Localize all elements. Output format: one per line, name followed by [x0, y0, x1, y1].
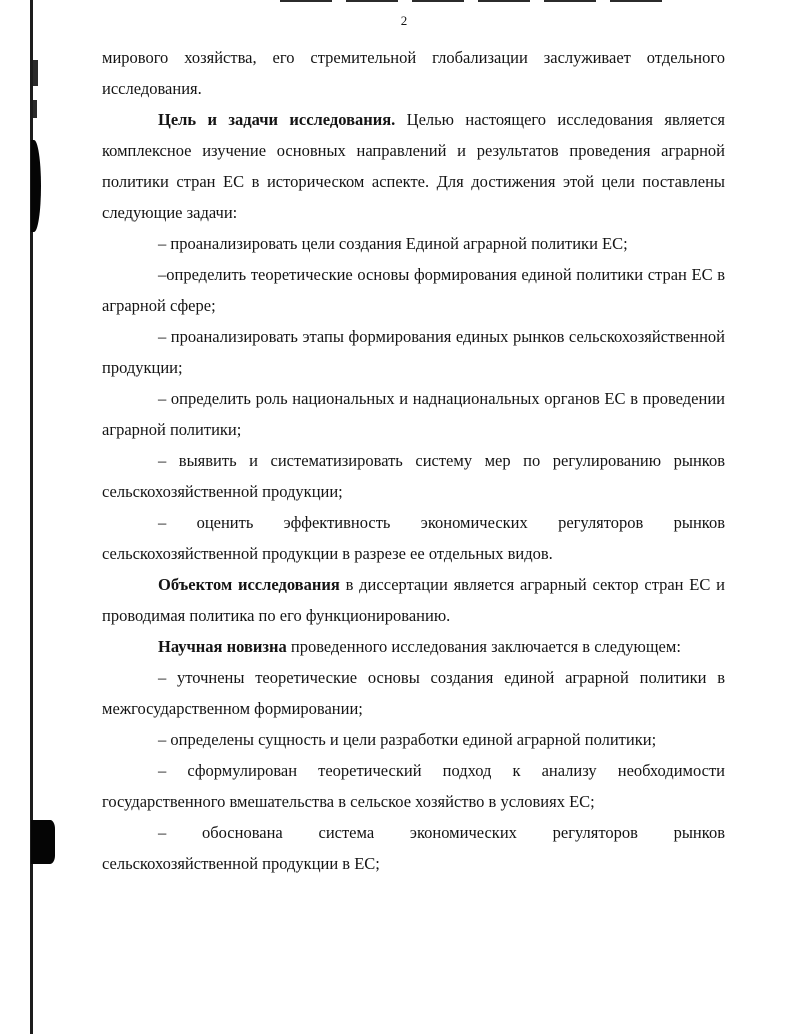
- novelty-item: – определены сущность и цели разработки единой аграрной политики;: [158, 730, 657, 749]
- goals-paragraph: [102, 104, 725, 228]
- novelty-item: – уточнены теоретические основы создания единой аграрной политики в межгосударственном формировании;: [102, 668, 725, 718]
- top-rule: [280, 0, 672, 2]
- scan-blot: [31, 140, 41, 232]
- scan-blot: [31, 820, 55, 864]
- task-item: – выявить и систематизировать систему мер по регулированию рынков сельскохозяйственной продукции;: [102, 451, 725, 501]
- paragraph: мирового хозяйства, его стремительной глобализации заслуживает отдельного исследования.: [102, 48, 725, 98]
- novelty-paragraph: [102, 631, 725, 662]
- section-heading: Научная новизна: [158, 637, 287, 656]
- novelty-item: – сформулирован теоретический подход к анализу необходимости государственного вмешательства в сельское хозяйство в условиях ЕС;: [102, 761, 725, 811]
- page-number: 2: [400, 13, 408, 28]
- document-body: [102, 42, 725, 879]
- scan-mark: [33, 60, 38, 86]
- section-heading: Объектом исследования: [158, 575, 340, 594]
- task-item: –определить теоретические основы формирования единой политики стран ЕС в аграрной сфере;: [102, 265, 725, 315]
- novelty-item: – обоснована система экономических регуляторов рынков сельскохозяйственной продукции в ЕС;: [102, 823, 725, 873]
- paragraph-text: в диссертации является аграрный сектор стран ЕС и проводимая политика по его функционированию.: [102, 575, 725, 625]
- task-item: – оценить эффективность экономических регуляторов рынков сельскохозяйственной продукции в разрезе ее отдельных видов.: [102, 513, 725, 563]
- object-paragraph: [102, 569, 725, 631]
- task-item: – определить роль национальных и наднациональных органов ЕС в проведении аграрной политики;: [102, 389, 725, 439]
- paragraph-text: проведенного исследования заключается в следующем:: [286, 637, 681, 656]
- task-item: – проанализировать цели создания Единой аграрной политики ЕС;: [158, 234, 628, 253]
- scan-mark: [33, 100, 37, 118]
- section-heading: Цель и задачи исследования.: [158, 110, 396, 129]
- paragraph-text: Целью настоящего исследования является комплексное изучение основных направлений и результатов проведения аграрной политики стран ЕС в историческом аспекте. Для достижения этой цели поставлены следующие задачи:: [102, 110, 725, 222]
- task-item: – проанализировать этапы формирования единых рынков сельскохозяйственной продукции;: [102, 327, 725, 377]
